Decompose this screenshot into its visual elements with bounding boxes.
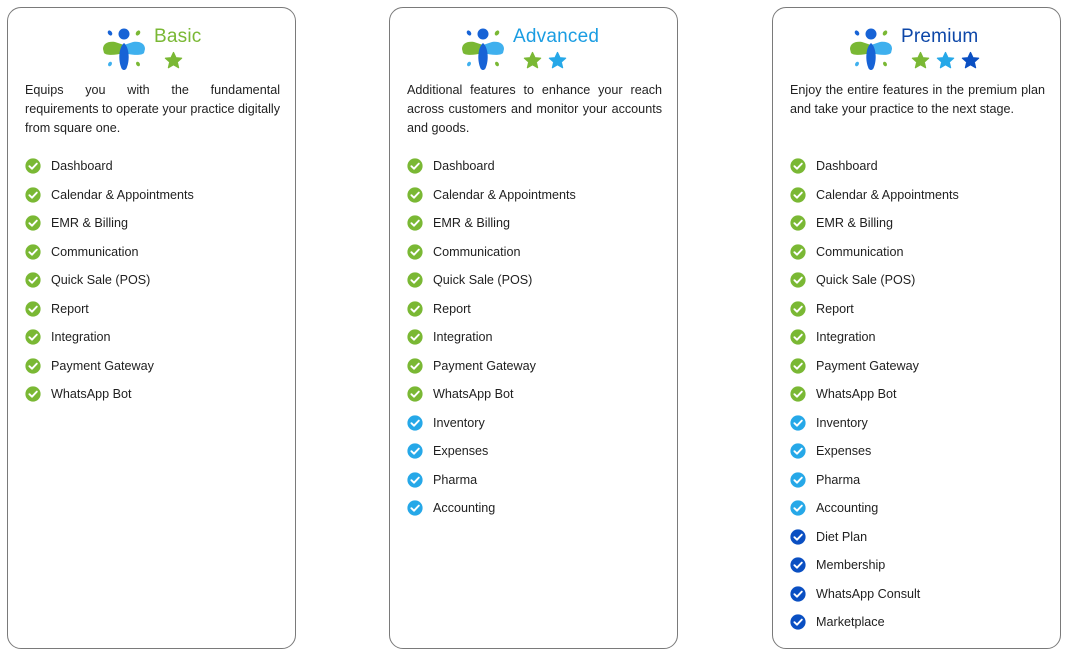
feature-label: Pharma [433,472,478,487]
check-circle-icon [407,272,423,288]
star-rating [164,51,183,71]
check-circle-icon [407,158,423,174]
check-circle-icon [25,187,41,203]
feature-item [25,238,194,267]
feature-item [790,295,959,324]
star-icon [523,51,542,70]
plan-header [390,24,677,74]
feature-item [407,238,576,267]
star-icon [164,51,183,70]
feature-label: Report [51,301,89,316]
feature-item [790,266,959,295]
plan-title: Premium [901,26,979,47]
brand-logo-icon [848,27,894,73]
check-circle-icon [407,187,423,203]
check-circle-icon [25,386,41,402]
check-circle-icon [790,215,806,231]
check-circle-icon [790,358,806,374]
feature-label: Dashboard [816,159,878,174]
brand-logo-icon [101,27,147,73]
feature-item [790,466,959,495]
feature-label: Report [433,301,471,316]
feature-item [407,323,576,352]
check-circle-icon [790,415,806,431]
feature-item [25,323,194,352]
feature-label: Marketplace [816,615,885,630]
brand-logo-icon [460,27,506,73]
feature-item [790,238,959,267]
feature-item [790,551,959,580]
check-circle-icon [25,244,41,260]
feature-label: Quick Sale (POS) [816,273,916,288]
feature-item [407,152,576,181]
feature-item [407,209,576,238]
feature-label: Expenses [816,444,872,459]
feature-item [25,352,194,381]
feature-item [25,295,194,324]
check-circle-icon [790,529,806,545]
feature-item [407,409,576,438]
check-circle-icon [790,244,806,260]
feature-label: EMR & Billing [51,216,128,231]
feature-label: Report [816,301,854,316]
feature-list [407,152,576,523]
check-circle-icon [790,586,806,602]
feature-label: WhatsApp Bot [816,387,897,402]
check-circle-icon [407,415,423,431]
check-circle-icon [25,272,41,288]
star-icon [936,51,955,70]
feature-label: Integration [51,330,111,345]
check-circle-icon [407,301,423,317]
feature-label: Pharma [816,472,861,487]
feature-item [25,181,194,210]
feature-list [25,152,194,409]
feature-item [407,380,576,409]
star-icon [911,51,930,70]
check-circle-icon [407,244,423,260]
check-circle-icon [790,301,806,317]
feature-item [790,523,959,552]
feature-label: Calendar & Appointments [433,187,576,202]
feature-item [790,152,959,181]
check-circle-icon [407,358,423,374]
feature-label: Diet Plan [816,529,868,544]
check-circle-icon [25,358,41,374]
feature-item [790,209,959,238]
star-icon [548,51,567,70]
check-circle-icon [790,557,806,573]
feature-item [790,323,959,352]
feature-label: Payment Gateway [51,358,154,373]
plan-card-premium [772,7,1061,649]
feature-item [790,437,959,466]
feature-label: Expenses [433,444,489,459]
feature-item [407,181,576,210]
plan-card-basic [7,7,296,649]
feature-label: Quick Sale (POS) [51,273,151,288]
star-rating [523,51,567,71]
feature-list [790,152,959,637]
feature-label: Calendar & Appointments [816,187,959,202]
feature-item [25,152,194,181]
feature-item [25,209,194,238]
feature-item [407,295,576,324]
feature-label: WhatsApp Consult [816,586,921,601]
star-rating [911,51,980,71]
check-circle-icon [407,329,423,345]
feature-item [407,466,576,495]
check-circle-icon [407,443,423,459]
feature-label: Accounting [816,501,879,516]
feature-item [790,608,959,637]
check-circle-icon [790,386,806,402]
check-circle-icon [407,386,423,402]
feature-item [790,409,959,438]
feature-item [790,380,959,409]
plan-title: Advanced [513,26,600,47]
feature-item [790,181,959,210]
feature-label: Payment Gateway [433,358,536,373]
feature-item [407,266,576,295]
check-circle-icon [790,187,806,203]
feature-label: Communication [816,244,904,259]
feature-item [790,352,959,381]
feature-item [407,494,576,523]
feature-label: Dashboard [433,159,495,174]
check-circle-icon [407,215,423,231]
check-circle-icon [25,215,41,231]
feature-label: EMR & Billing [433,216,510,231]
check-circle-icon [790,329,806,345]
feature-label: Inventory [433,415,485,430]
feature-item [790,494,959,523]
check-circle-icon [790,443,806,459]
feature-label: Communication [433,244,521,259]
check-circle-icon [25,329,41,345]
plan-description: Enjoy the entire features in the premium plan and take your practice to the next stage. [790,83,1045,117]
check-circle-icon [790,500,806,516]
feature-label: WhatsApp Bot [51,387,132,402]
feature-label: Membership [816,558,886,573]
plan-description: Additional features to enhance your reach across customers and monitor your accounts and goods. [407,83,662,136]
star-icon [961,51,980,70]
plan-title: Basic [154,26,202,47]
check-circle-icon [790,614,806,630]
feature-label: Dashboard [51,159,113,174]
feature-label: Accounting [433,501,496,516]
plan-card-advanced [389,7,678,649]
feature-label: Calendar & Appointments [51,187,194,202]
feature-item [407,352,576,381]
plan-header [8,24,295,74]
check-circle-icon [407,500,423,516]
feature-label: Quick Sale (POS) [433,273,533,288]
feature-item [25,380,194,409]
feature-label: Integration [816,330,876,345]
check-circle-icon [790,158,806,174]
check-circle-icon [25,301,41,317]
feature-label: Integration [433,330,493,345]
feature-label: WhatsApp Bot [433,387,514,402]
plan-description: Equips you with the fundamental requirements to operate your practice digitally from square one. [25,83,280,136]
feature-label: EMR & Billing [816,216,893,231]
feature-item [790,580,959,609]
check-circle-icon [790,272,806,288]
feature-label: Inventory [816,415,868,430]
check-circle-icon [25,158,41,174]
plan-header [773,24,1060,74]
feature-item [25,266,194,295]
check-circle-icon [790,472,806,488]
check-circle-icon [407,472,423,488]
feature-item [407,437,576,466]
feature-label: Communication [51,244,139,259]
feature-label: Payment Gateway [816,358,919,373]
